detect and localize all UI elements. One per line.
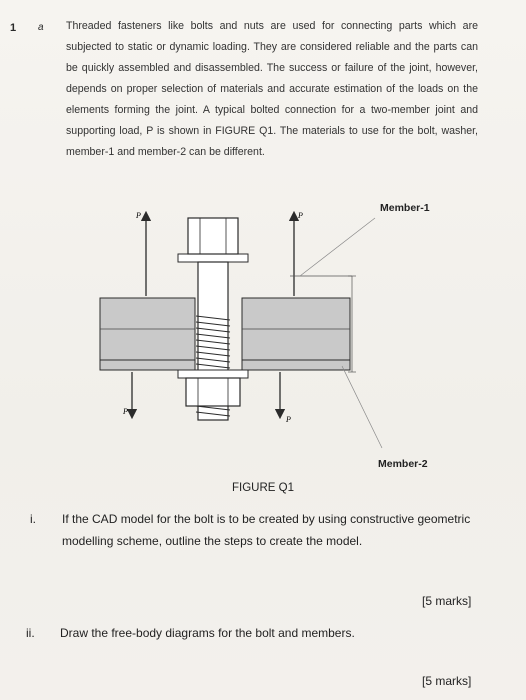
member1-leader <box>300 218 375 276</box>
question-paragraph: Threaded fasteners like bolts and nuts are used for connecting parts which are subjected to static or dynamic loading. They are considered reliable and the parts can be quickly assembled and disassembled. The success or failure of the joint, however, depends on proper selection of materials and accurate estimation of the loads on the elements forming the joint. A typical bolted connection for a two-member joint and supporting load, P is shown in FIGURE Q1. The materials to use for the bolt, washer, member-1 and member-2 can be different. <box>66 20 478 158</box>
member2-leader <box>342 366 382 448</box>
figure-caption: FIGURE Q1 <box>232 482 294 494</box>
subquestion-1-text: If the CAD model for the bolt is to be created by using constructive geometric modelling scheme, outline the steps to create the model. <box>62 512 471 548</box>
member2-right-plate <box>242 360 350 370</box>
load-label-top-left: P <box>136 211 141 220</box>
member2-left-plate <box>100 360 195 370</box>
bolted-joint-diagram <box>90 196 470 466</box>
subquestion-1-marks: [5 marks] <box>422 594 472 608</box>
subquestion-2-numeral: ii. <box>26 626 35 640</box>
subquestion-2-text: Draw the free-body diagrams for the bolt and members. <box>60 626 355 640</box>
subquestion-1-numeral: i. <box>30 512 36 526</box>
load-label-top-right: P <box>298 211 303 220</box>
nut <box>186 378 240 406</box>
bolt-head <box>188 218 238 254</box>
load-label-bottom-left: P <box>123 407 128 416</box>
load-label-bottom-right: P <box>286 415 291 424</box>
bolted-joint-figure <box>90 196 470 471</box>
nut-washer <box>178 370 248 378</box>
question-number: 1 <box>10 22 17 34</box>
head-washer <box>178 254 248 262</box>
member1-label: Member-1 <box>380 202 430 214</box>
subquestion-2-marks: [5 marks] <box>422 674 472 688</box>
question-part: a <box>38 22 44 33</box>
member2-label: Member-2 <box>378 458 428 470</box>
